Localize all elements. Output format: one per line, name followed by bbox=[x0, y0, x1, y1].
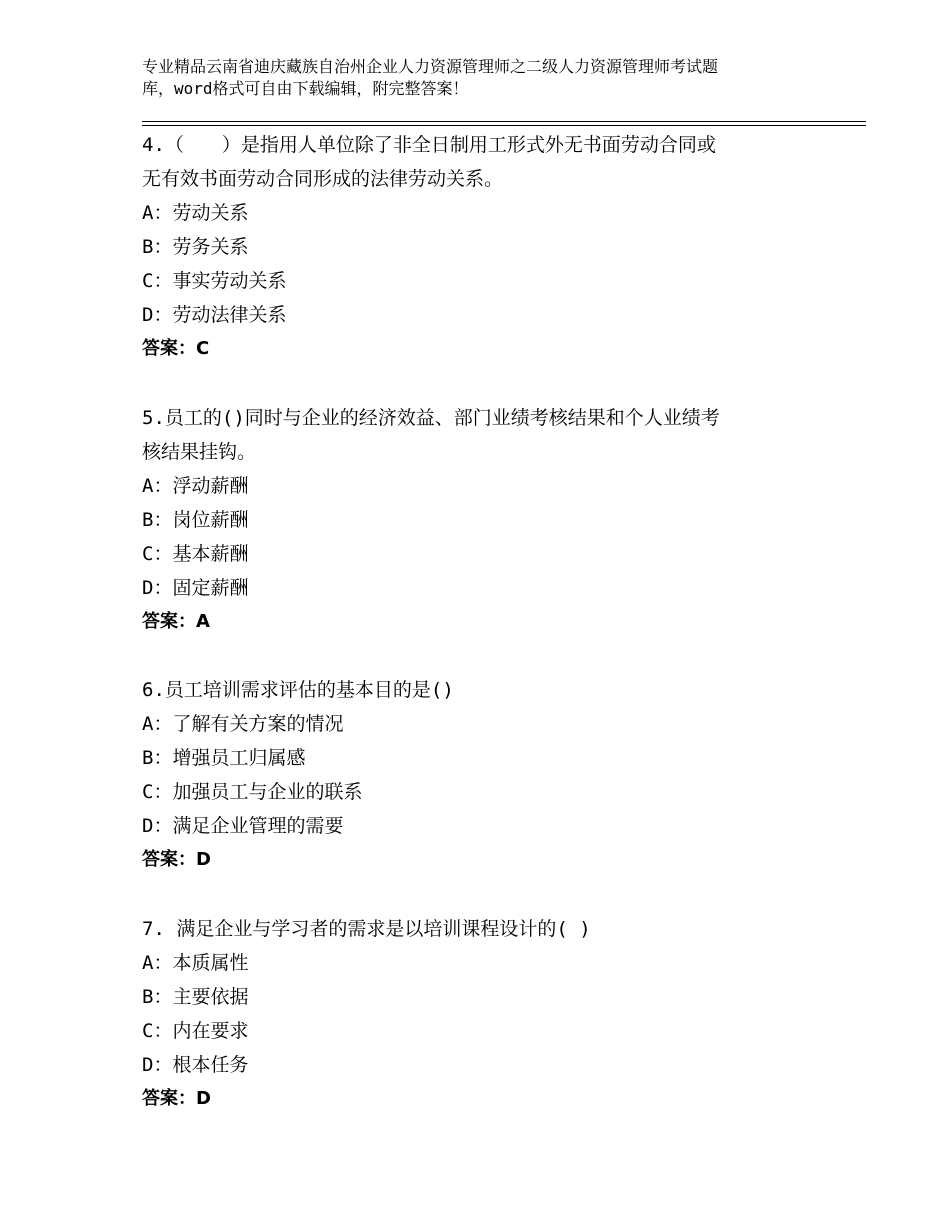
option-d: D：劳动法律关系 bbox=[142, 304, 287, 326]
header-line-2: 库，word格式可自由下载编辑，附完整答案！ bbox=[142, 79, 469, 98]
option-a: A：了解有关方案的情况 bbox=[142, 713, 344, 735]
question-stem: 无有效书面劳动合同形成的法律劳动关系。 bbox=[142, 168, 504, 190]
option-d: D：根本任务 bbox=[142, 1054, 249, 1076]
option-a: A：劳动关系 bbox=[142, 202, 249, 224]
answer: 答案：C bbox=[142, 338, 210, 359]
header-divider-bottom bbox=[142, 125, 866, 126]
option-b: B：劳务关系 bbox=[142, 236, 249, 258]
option-b: B：主要依据 bbox=[142, 986, 249, 1008]
document-header bbox=[142, 56, 862, 100]
header-divider-top bbox=[142, 121, 866, 122]
question-7 bbox=[142, 912, 842, 1116]
option-d: D：满足企业管理的需要 bbox=[142, 815, 344, 837]
option-b: B：增强员工归属感 bbox=[142, 747, 306, 769]
question-stem: 7. 满足企业与学习者的需求是以培训课程设计的( ) bbox=[142, 918, 591, 940]
option-b: B：岗位薪酬 bbox=[142, 509, 249, 531]
answer: 答案：D bbox=[142, 1088, 211, 1109]
question-5 bbox=[142, 401, 842, 639]
question-stem: 核结果挂钩。 bbox=[142, 441, 257, 463]
option-c: C：事实劳动关系 bbox=[142, 270, 287, 292]
answer: 答案：A bbox=[142, 611, 210, 632]
question-6 bbox=[142, 673, 842, 877]
answer: 答案：D bbox=[142, 849, 211, 870]
option-d: D：固定薪酬 bbox=[142, 577, 249, 599]
header-line-1: 专业精品云南省迪庆藏族自治州企业人力资源管理师之二级人力资源管理师考试题 bbox=[142, 57, 719, 76]
question-stem: 4.（ ）是指用人单位除了非全日制用工形式外无书面劳动合同或 bbox=[142, 134, 716, 156]
question-stem: 5.员工的()同时与企业的经济效益、部门业绩考核结果和个人业绩考 bbox=[142, 407, 720, 429]
option-c: C：内在要求 bbox=[142, 1020, 249, 1042]
option-a: A：浮动薪酬 bbox=[142, 475, 249, 497]
option-c: C：基本薪酬 bbox=[142, 543, 249, 565]
question-4 bbox=[142, 128, 842, 366]
option-a: A：本质属性 bbox=[142, 952, 249, 974]
question-stem: 6.员工培训需求评估的基本目的是() bbox=[142, 679, 454, 701]
option-c: C：加强员工与企业的联系 bbox=[142, 781, 363, 803]
